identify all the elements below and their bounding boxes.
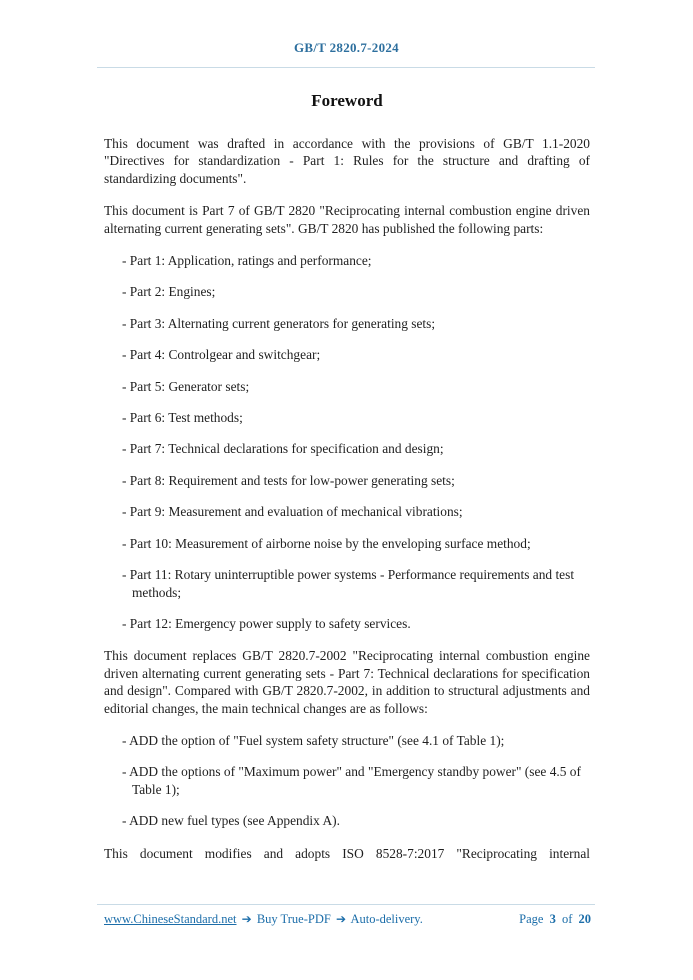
paragraph-drafting: This document was drafted in accordance with the provisions of GB/T 1.1-2020 "Directives for standardization - Part 1: Rules for the structure and drafting of standardizing documents". xyxy=(104,136,590,186)
list-item: - ADD the option of "Fuel system safety structure" (see 4.1 of Table 1); xyxy=(122,732,505,748)
footer-buy-label: Buy True-PDF xyxy=(256,912,331,926)
page-label: Page xyxy=(519,912,544,926)
list-item: - Part 12: Emergency power supply to safety services. xyxy=(122,615,411,631)
list-item: - Part 4: Controlgear and switchgear; xyxy=(122,347,321,363)
arrow-icon: ➔ xyxy=(241,912,252,926)
footer-rule xyxy=(97,904,595,905)
list-item: - Part 11: Rotary uninterruptible power systems - Performance requirements and test methods; xyxy=(122,567,575,600)
list-item: - Part 8: Requirement and tests for low-power generating sets; xyxy=(122,472,455,488)
page-total: 20 xyxy=(578,912,591,926)
list-item: - Part 1: Application, ratings and performance; xyxy=(122,253,372,269)
list-item: - Part 10: Measurement of airborne noise by the enveloping surface method; xyxy=(122,535,531,551)
paragraph-replaces: This document replaces GB/T 2820.7-2002 "Reciprocating internal combustion engine driven alternating current generating sets - Part 7: Technical declarations for specification and design". Compared with GB/T 2820.7-2002, in addition to structural adjustments and editorial changes, the main technical changes are as follows: xyxy=(104,648,590,716)
parts-list xyxy=(104,252,590,632)
list-item: - ADD new fuel types (see Appendix A). xyxy=(122,813,340,829)
document-body xyxy=(104,82,590,862)
list-item: - Part 5: Generator sets; xyxy=(122,378,250,394)
changes-list xyxy=(104,732,590,830)
list-item: - Part 6: Test methods; xyxy=(122,410,243,426)
list-item: - ADD the options of "Maximum power" and "Emergency standby power" (see 4.5 of Table 1); xyxy=(122,764,581,797)
page-current: 3 xyxy=(549,912,556,926)
page-indicator xyxy=(519,912,591,927)
list-item: - Part 3: Alternating current generators for generating sets; xyxy=(122,315,436,331)
page-of-label: of xyxy=(561,912,573,926)
footer-link[interactable]: www.ChineseStandard.net xyxy=(104,912,237,926)
arrow-icon: ➔ xyxy=(335,912,346,926)
footer-delivery-label: Auto-delivery. xyxy=(350,912,423,926)
list-item: - Part 7: Technical declarations for specification and design; xyxy=(122,441,444,457)
paragraph-part7-intro: This document is Part 7 of GB/T 2820 "Reciprocating internal combustion engine driven alternating current generating sets". GB/T 2820 has published the following parts: xyxy=(104,203,590,236)
page-title: Foreword xyxy=(311,91,383,110)
footer-left xyxy=(104,912,423,927)
page-footer xyxy=(104,912,591,927)
header-doc-number: GB/T 2820.7-2024 xyxy=(294,40,399,55)
paragraph-iso-adoption: This document modifies and adopts ISO 8528-7:2017 "Reciprocating internal xyxy=(104,845,590,861)
header-rule xyxy=(97,67,595,68)
list-item: - Part 9: Measurement and evaluation of mechanical vibrations; xyxy=(122,504,463,520)
list-item: - Part 2: Engines; xyxy=(122,284,216,300)
